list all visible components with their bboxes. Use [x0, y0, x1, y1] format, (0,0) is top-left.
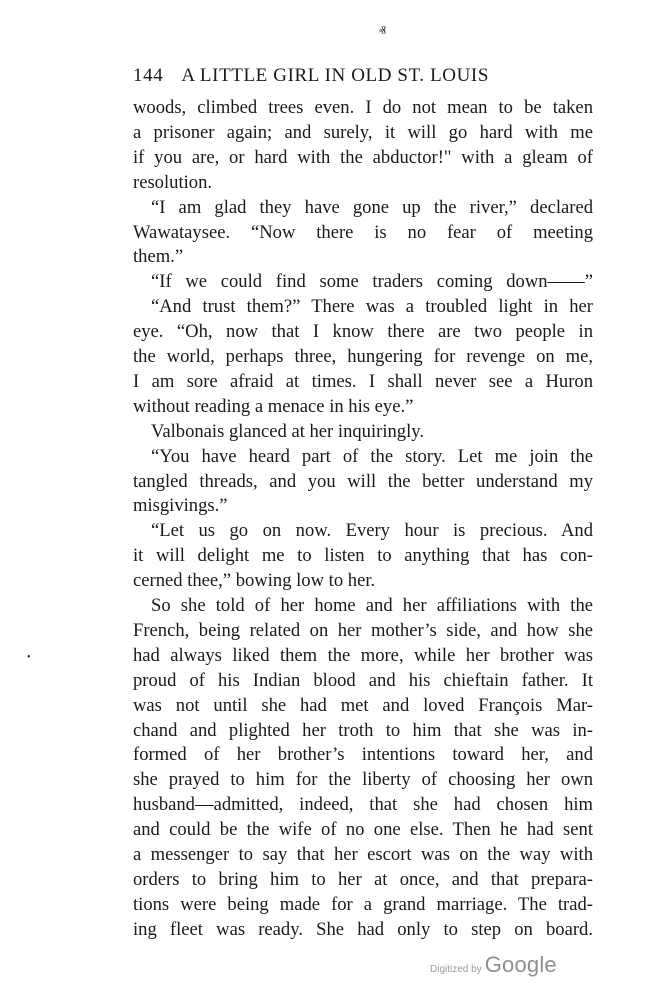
text-line: eye. “Oh, now that I know there are two people in: [133, 321, 593, 343]
text-line: without reading a menace in his eye.”: [133, 395, 414, 417]
text-line: “You have heard part of the story. Let me join the: [151, 445, 593, 467]
text-line: was not until she had met and loved François Mar-: [133, 694, 593, 716]
text-line: woods, climbed trees even. I do not mean to be taken: [133, 97, 593, 118]
text-line: Valbonais glanced at her inquiringly.: [151, 420, 424, 442]
text-line: a prisoner again; and surely, it will go hard with me: [133, 121, 593, 143]
text-line: “Let us go on now. Every hour is precious. And: [151, 520, 593, 542]
text-line: ing fleet was ready. She had only to step on board.: [133, 918, 593, 940]
text-line: French, being related on her mother’s side, and how she: [133, 619, 593, 641]
google-logo: Google: [484, 952, 557, 977]
text-line: tangled threads, and you will the better understand my: [133, 470, 593, 492]
text-line: them.”: [133, 246, 184, 268]
text-line: if you are, or hard with the abductor!" with a gleam of: [133, 146, 593, 168]
text-line: and could be the wife of no one else. Then he had sent: [133, 819, 593, 841]
text-line: resolution.: [133, 171, 213, 193]
text-line: tions were being made for a grand marriage. The trad-: [133, 893, 593, 915]
text-line: chand and plighted her troth to him that she was in-: [133, 719, 593, 741]
text-line: misgivings.”: [133, 495, 228, 517]
digitization-watermark: [430, 952, 557, 978]
text-line: a messenger to say that her escort was on the way with: [133, 844, 593, 865]
text-line: “And trust them?” There was a troubled light in her: [151, 296, 593, 318]
running-header: [133, 64, 593, 88]
text-line: Wawataysee. “Now there is no fear of meeting: [133, 221, 593, 243]
ink-speck: ⱏ: [379, 25, 386, 40]
text-line: she prayed to him for the liberty of choosing her own: [133, 769, 593, 791]
page-number: 144: [133, 65, 164, 86]
text-line: proud of his Indian blood and his chieftain father. It: [133, 669, 593, 691]
text-line: “If we could find some traders coming down——”: [151, 271, 593, 293]
ink-speck: •: [27, 652, 31, 663]
text-line: I am sore afraid at times. I shall never see a Huron: [133, 370, 593, 392]
running-head-title: A LITTLE GIRL IN OLD ST. LOUIS: [181, 65, 490, 86]
text-line: formed of her brother’s intentions toward her, and: [133, 744, 593, 766]
text-line: it will delight me to listen to anything that has con-: [133, 545, 593, 567]
text-line: had always liked them the more, while her brother was: [133, 644, 593, 666]
text-line: cerned thee,” bowing low to her.: [133, 570, 376, 592]
text-line: So she told of her home and her affiliations with the: [151, 595, 593, 616]
text-line: orders to bring him to her at once, and that prepara-: [133, 868, 593, 890]
text-line: husband—admitted, indeed, that she had chosen him: [133, 794, 593, 816]
digitized-by-label: Digitized by: [430, 964, 482, 975]
text-line: the world, perhaps three, hungering for revenge on me,: [133, 346, 593, 367]
text-line: “I am glad they have gone up the river,” declared: [151, 196, 593, 218]
